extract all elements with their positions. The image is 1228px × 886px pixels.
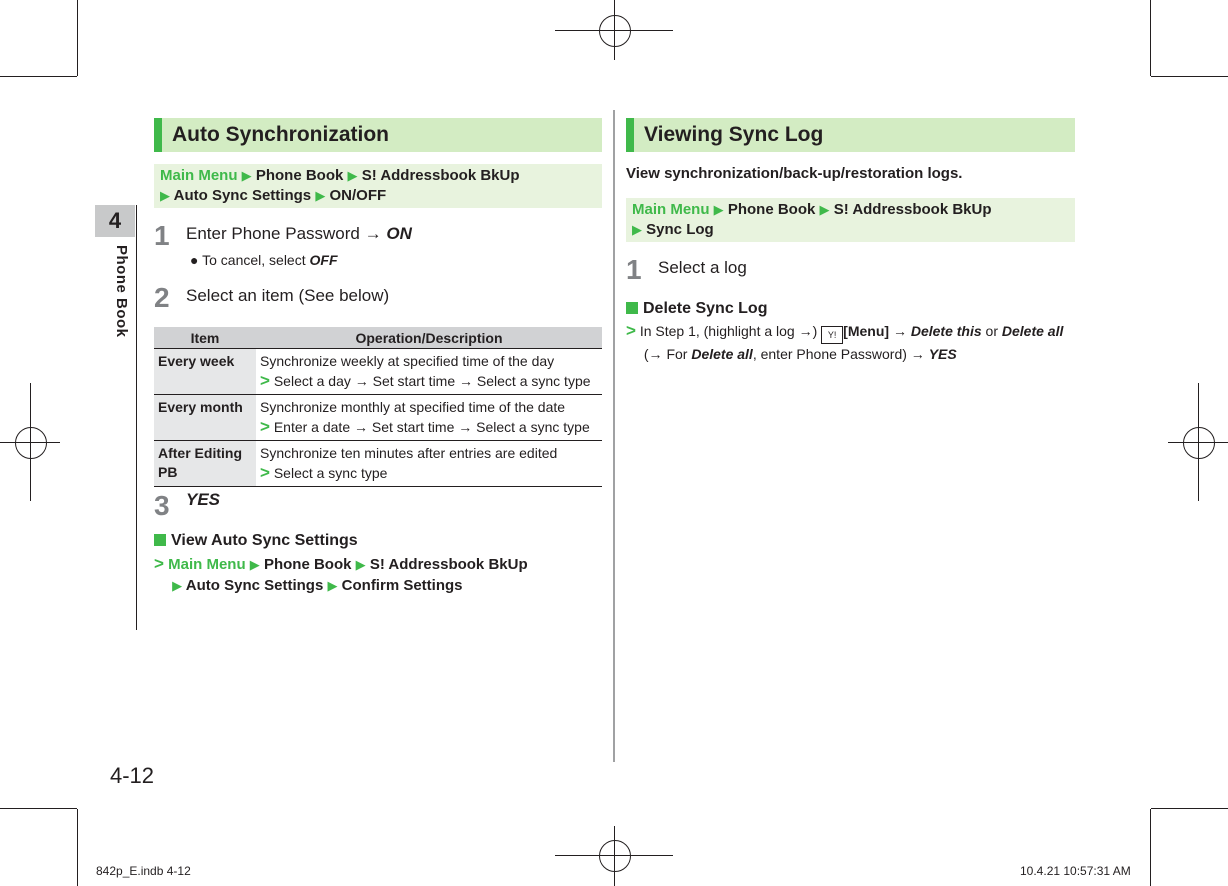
menu-path-item: Phone Book [727,201,816,218]
chapter-number: 4 [95,205,135,237]
row-operation-line [260,463,598,483]
table-header: Operation/Description [256,327,602,349]
triangle-right-icon: ▶ [172,578,183,593]
table-cell-item: Every month [154,395,256,441]
row-operation: Select a day → Set start time → Select a sync type [273,373,591,389]
square-bullet-icon [626,302,638,314]
table-cell-desc [256,441,602,487]
menu-path [626,198,1075,242]
section-title: Auto Synchronization [172,123,389,146]
registration-mark [1183,427,1215,459]
registration-mark [15,427,47,459]
step-instruction: Enter Phone Password [186,224,360,243]
step-text: Select a log [658,258,747,277]
table-row [154,395,602,441]
menu-path-item: Main Menu [160,167,238,184]
menu-path-item: S! Addressbook BkUp [833,201,992,218]
triangle-right-icon: ▶ [315,188,326,203]
row-operation: Select a sync type [273,465,388,481]
menu-path-item: Confirm Settings [341,577,463,594]
table-cell-item: After Editing PB [154,441,256,487]
menu-key-label: [Menu] [843,323,890,339]
view-settings-path [154,553,528,596]
step-number: 1 [154,220,170,251]
instruction-text: or [985,323,998,339]
step-number: 2 [154,282,170,313]
chevron-right-icon: > [260,463,270,482]
triangle-right-icon: ▶ [355,557,366,572]
chevron-right-icon: > [154,554,164,573]
subsection-heading [154,532,358,550]
step-number: 3 [154,490,170,521]
triangle-right-icon: ▶ [241,168,252,183]
row-description: Synchronize weekly at specified time of the day [260,353,555,369]
arrow-right-icon: → [364,224,382,243]
settings-table [154,327,602,487]
instruction-text: , enter Phone Password) → [752,346,925,362]
menu-path-item: S! Addressbook BkUp [361,167,520,184]
triangle-right-icon: ▶ [327,578,338,593]
row-description: Synchronize ten minutes after entries are edited [260,445,558,461]
crop-mark [1150,0,1151,76]
table-row [154,441,602,487]
option-delete-all: Delete all [1001,323,1064,339]
step-note [190,252,338,268]
step-text: YES [186,490,221,509]
table-cell-desc [256,349,602,395]
section-header-sync-log [626,118,1075,152]
option-delete-this: Delete this [910,323,982,339]
menu-path-item: Sync Log [646,221,714,238]
section-intro: View synchronization/back-up/restoration logs. [626,165,963,182]
note-value: OFF [309,252,338,268]
footer-file: 842p_E.indb 4-12 [96,864,191,878]
row-operation: Enter a date → Set start time → Select a sync type [273,419,590,435]
triangle-right-icon: ▶ [713,202,724,217]
registration-mark [599,840,631,872]
crop-mark [77,809,78,886]
delete-instructions [626,320,1075,365]
step-text [186,224,412,244]
table-cell-item: Every week [154,349,256,395]
crop-mark [1151,76,1228,77]
section-accent-bar [626,118,634,152]
section-title: Viewing Sync Log [644,123,824,146]
registration-mark [599,15,631,47]
row-operation-line [260,417,598,437]
menu-path-item: Auto Sync Settings [185,577,324,594]
menu-path-item: Main Menu [168,556,246,573]
triangle-right-icon: ▶ [819,202,830,217]
crop-mark [77,0,78,76]
step-number: 1 [626,254,642,285]
chevron-right-icon: > [260,417,270,436]
triangle-right-icon: ▶ [347,168,358,183]
step-text: Select an item (See below) [186,286,390,305]
column-divider [613,110,615,762]
section-header-auto-sync [154,118,602,152]
table-header: Item [154,327,256,349]
chapter-title: Phone Book [113,245,130,338]
chevron-right-icon: > [260,371,270,390]
menu-path [154,164,602,208]
crop-mark [1151,808,1228,809]
menu-path-item: Main Menu [632,201,710,218]
square-bullet-icon [154,534,166,546]
note-text: To cancel, select [202,252,306,268]
bullet-icon: ● [190,252,199,268]
footer-timestamp: 10.4.21 10:57:31 AM [1020,864,1131,878]
instruction-text: (→ For [643,346,688,362]
crop-mark [0,76,77,77]
subsection-heading [626,300,767,318]
instruction-text: In Step 1, (highlight a log →) [639,323,818,339]
table-row [154,349,602,395]
menu-path-item: S! Addressbook BkUp [369,556,528,573]
menu-path-item: ON/OFF [329,187,387,204]
arrow-right-icon: → [892,323,907,339]
page-number: 4-12 [110,763,155,788]
section-accent-bar [154,118,162,152]
crop-mark [0,808,77,809]
row-operation-line [260,371,598,391]
triangle-right-icon: ▶ [160,188,170,203]
option-delete-all: Delete all [691,346,753,362]
yahoo-key-icon: Y! [821,326,843,344]
subsection-title: Delete Sync Log [643,300,768,317]
subsection-title: View Auto Sync Settings [171,532,358,549]
menu-path-item: Auto Sync Settings [173,187,312,204]
chevron-right-icon: > [626,321,636,340]
triangle-right-icon: ▶ [632,222,642,237]
option-yes: YES [928,346,957,362]
menu-path-item: Phone Book [263,556,352,573]
crop-mark [1150,809,1151,886]
table-cell-desc [256,395,602,441]
row-description: Synchronize monthly at specified time of the date [260,399,566,415]
triangle-right-icon: ▶ [249,557,260,572]
step-value: ON [386,224,412,243]
menu-path-item: Phone Book [255,167,344,184]
chapter-rule [136,205,137,630]
